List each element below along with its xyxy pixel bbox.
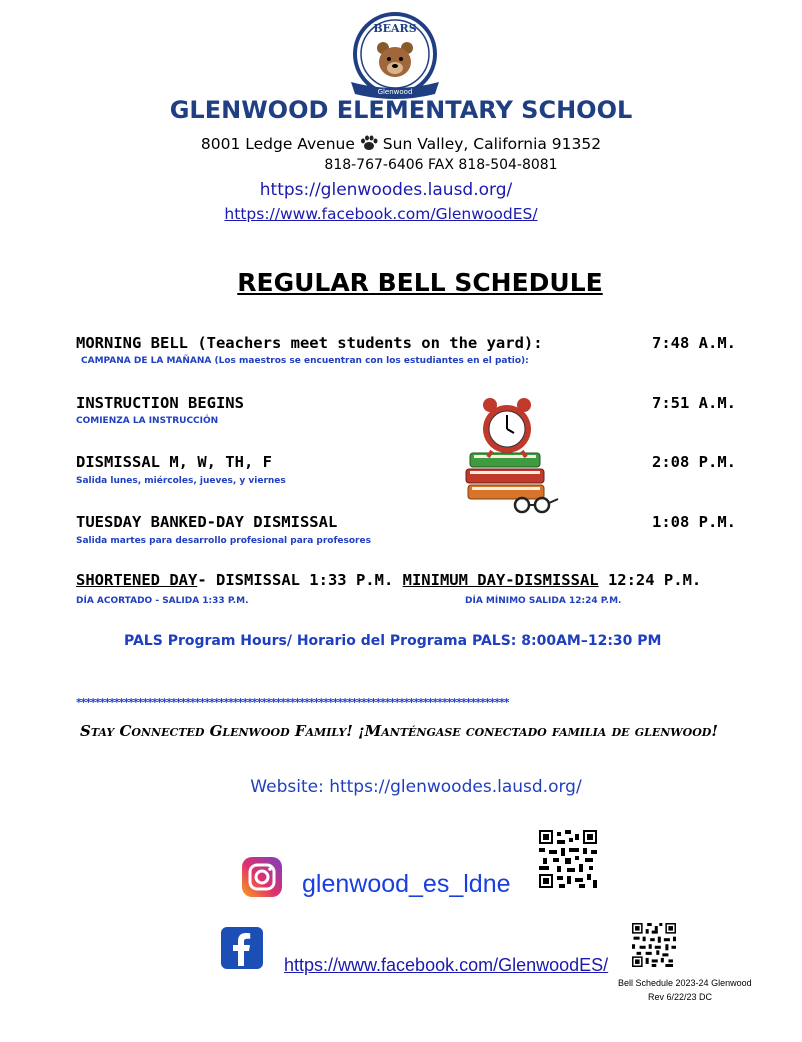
minimum-day-label: MINIMUM DAY-DISMISSAL xyxy=(402,571,599,589)
shortened-day-label: SHORTENED DAY xyxy=(76,571,198,589)
shortened-minimum-line xyxy=(76,571,701,589)
minimum-day-text: 12:24 P.M. xyxy=(598,571,702,589)
shortened-day-sub: DÍA ACORTADO - SALIDA 1:33 P.M. xyxy=(76,596,249,606)
facebook-url[interactable]: https://www.facebook.com/GlenwoodES/ xyxy=(284,955,609,975)
address-city: Sun Valley, California 91352 xyxy=(382,135,602,153)
website-line[interactable]: Website: https://glenwoodes.lausd.org/ xyxy=(250,777,582,797)
row-sub-dismissal: Salida lunes, miércoles, jueves, y viernes xyxy=(76,476,286,486)
website-link[interactable]: https://glenwoodes.lausd.org/ xyxy=(259,180,513,200)
logo-text-banner: Glenwood xyxy=(377,88,413,96)
row-sub-morning-bell: CAMPANA DE LA MAÑANA (Los maestros se encuentran con los estudiantes en el patio): xyxy=(81,356,529,366)
qr-code-instagram xyxy=(539,830,597,888)
instagram-handle[interactable]: glenwood_es_ldne xyxy=(302,870,511,898)
phone-fax: 818-767-6406 FAX 818-504-8081 xyxy=(324,157,558,173)
row-sub-instruction: COMIENZA LA INSTRUCCIÓN xyxy=(76,416,219,426)
row-label-instruction: INSTRUCTION BEGINS xyxy=(76,394,244,412)
footer-line-1: Bell Schedule 2023-24 Glenwood xyxy=(618,978,752,988)
footer-line-2: Rev 6/22/23 DC xyxy=(648,992,713,1002)
facebook-icon[interactable] xyxy=(220,926,264,970)
row-time-instruction: 7:51 A.M. xyxy=(652,394,736,412)
row-time-morning-bell: 7:48 A.M. xyxy=(652,334,736,352)
row-time-tuesday: 1:08 P.M. xyxy=(652,513,736,531)
bear-logo xyxy=(345,10,445,104)
schedule-title: REGULAR BELL SCHEDULE xyxy=(237,268,603,297)
row-time-dismissal: 2:08 P.M. xyxy=(652,453,736,471)
divider-stars: ******************************************************************************************* xyxy=(76,696,509,709)
row-label-tuesday: TUESDAY BANKED-DAY DISMISSAL xyxy=(76,513,338,531)
stay-connected-text: Stay Connected Glenwood Family! ¡Manténgase conectado familia de glenwood! xyxy=(80,722,718,740)
school-address xyxy=(0,135,802,153)
qr-code-facebook xyxy=(632,923,676,967)
shortened-day-text: - DISMISSAL 1:33 P.M. xyxy=(197,571,403,589)
facebook-link[interactable]: https://www.facebook.com/GlenwoodES/ xyxy=(224,205,538,223)
minimum-day-sub: DÍA MÍNIMO SALIDA 12:24 P.M. xyxy=(465,596,622,606)
row-label-dismissal: DISMISSAL M, W, TH, F xyxy=(76,453,272,471)
pals-hours: PALS Program Hours/ Horario del Programa PALS: 8:00AM–12:30 PM xyxy=(124,633,662,649)
row-label-morning-bell: MORNING BELL (Teachers meet students on the yard): xyxy=(76,334,543,352)
row-sub-tuesday: Salida martes para desarrollo profesional para profesores xyxy=(76,536,371,546)
instagram-icon[interactable] xyxy=(241,856,283,898)
address-street: 8001 Ledge Avenue xyxy=(200,135,355,153)
logo-text-bears: BEARS xyxy=(373,22,417,35)
alarm-clock-books-illustration xyxy=(462,397,560,517)
school-name: GLENWOOD ELEMENTARY SCHOOL xyxy=(169,96,633,124)
paw-icon xyxy=(360,135,378,151)
